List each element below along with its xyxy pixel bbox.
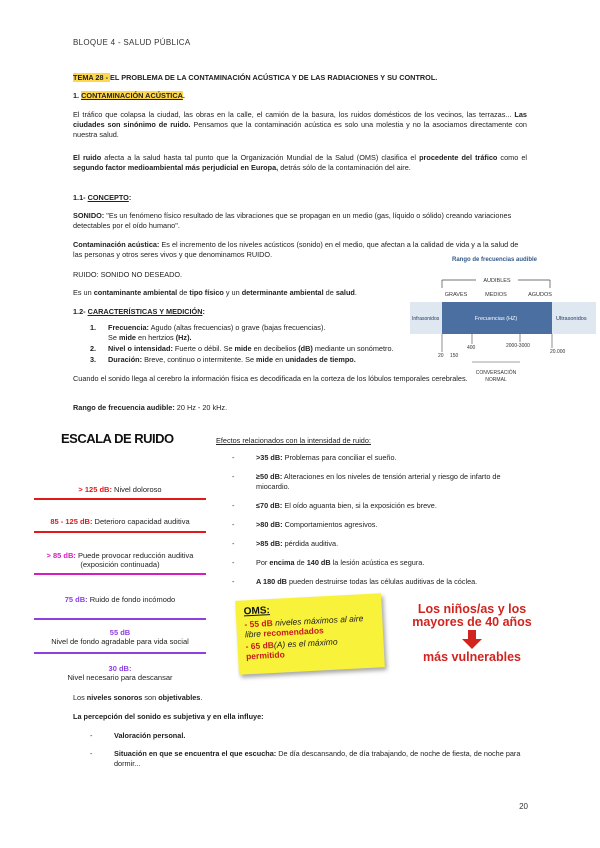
item-text-3: mediante un sonómetro. [312, 344, 394, 353]
es-un-b: contaminante ambiental [93, 288, 178, 297]
scale-line-85 [34, 573, 206, 575]
section-1-title: CONTAMINACIÓN ACÚSTICA [81, 91, 183, 100]
efecto-db: ≤70 dB: [256, 501, 283, 510]
graves-label: GRAVES [444, 292, 468, 298]
oms-title: OMS: [243, 605, 271, 618]
audibles-label: AUDIBLES [483, 278, 511, 284]
scale-item-125 [34, 485, 206, 494]
tema-label: TEMA 28 - [73, 73, 111, 82]
scale-text: Nivel de fondo agradable para vida social [51, 637, 189, 646]
item-mide: mide [234, 344, 252, 353]
item-text: Fuerte o débil. Se [172, 344, 235, 353]
es-un-i: . [354, 288, 357, 297]
list-item [90, 323, 410, 343]
scale-item-85-125 [34, 517, 206, 526]
list-item [232, 539, 528, 549]
contaminante-line [73, 288, 357, 298]
es-un-f: determinante ambiental [241, 288, 324, 297]
section-1-1-heading [73, 193, 131, 203]
agudos-label: AGUDOS [528, 292, 552, 298]
list-item [90, 749, 528, 769]
oms-l1b: niveles máximos al aire libre [244, 613, 364, 639]
rango-label: Rango de frecuencia audible: [73, 403, 175, 412]
efecto-text: pueden destruirse todas las células auditivas de la cóclea. [286, 577, 478, 586]
percepcion-line: La percepción del sonido es subjetiva y en ella influye: [73, 712, 264, 721]
scale-db: 30 dB: [108, 664, 132, 673]
influye-text: De día descansando, de día trabajando, de noche de fiesta, de noche para dormir... [114, 749, 521, 768]
scale-text: Nivel necesario para descansar [67, 673, 173, 682]
list-item [90, 344, 410, 354]
efecto-db-2: 140 dB [306, 558, 331, 567]
list-item [232, 520, 528, 530]
rango-audible [73, 403, 227, 413]
scale-db: > 125 dB: [78, 485, 112, 494]
scale-db: 55 dB [109, 628, 131, 637]
conversacion-label-1: CONVERSACIÓN [475, 370, 517, 376]
section-1-1-colon: : [128, 193, 132, 202]
item-num: 1. [90, 323, 97, 332]
item-num: 3. [90, 355, 97, 364]
sonido-definition [73, 211, 527, 231]
section-1-num: 1. [73, 91, 82, 100]
sonido-label: SONIDO: [73, 211, 105, 220]
page-number: 20 [519, 802, 528, 811]
es-un-a: Es un [73, 288, 94, 297]
p1-a: El tráfico que colapsa la ciudad, las obras en la calle, el camión de la basura, los ruidos domésticos de los vecinos, las terrazas... [73, 110, 515, 119]
influye-bold: Valoración personal. [114, 731, 186, 740]
item-text-2b: mide [118, 333, 136, 342]
frecuencias-label: Frecuencias (HZ) [474, 316, 518, 322]
efecto-text: Problemas para conciliar el sueño. [282, 453, 397, 462]
niveles-e: . [200, 693, 203, 702]
section-1-1-title: CONCEPTO [87, 193, 129, 202]
ultrasonidos-label: Ultrasonidos [556, 316, 587, 322]
scale-db: > 85 dB: [46, 551, 76, 560]
ninos-line-1: Los niños/as y los [417, 602, 527, 616]
es-un-d: tipo físico [189, 288, 224, 297]
efecto-mid: de [294, 558, 307, 567]
efecto-db: A 180 dB [256, 577, 287, 586]
influye-list [90, 731, 528, 778]
efecto-db: >80 dB: [256, 520, 283, 529]
tick-label-2000: 2000-3000 [506, 343, 530, 349]
tema-text: EL PROBLEMA DE LA CONTAMINACIÓN ACÚSTICA Y DE LAS RADIACIONES Y SU CONTROL. [110, 73, 438, 82]
item-label: Nivel o intensidad: [108, 344, 173, 353]
tick-label-20: 20 [438, 353, 444, 359]
p2-b: afecta a la salud hasta tal punto que la Organización Mundial de la Salud (OMS) clasifica el [101, 153, 420, 162]
es-un-h: salud [335, 288, 355, 297]
p2-a: El ruido [73, 153, 102, 162]
item-text-2a: Se [108, 333, 119, 342]
section-1-2-colon: : [202, 307, 205, 316]
efectos-title: Efectos relacionados con la intensidad de ruido: [216, 436, 371, 445]
item-num: 2. [90, 344, 97, 353]
scale-db: 85 - 125 dB: [50, 517, 93, 526]
scale-line-85-125 [34, 531, 206, 533]
escala-title: ESCALA DE RUIDO [61, 431, 174, 446]
contam-label: Contaminación acústica: [73, 240, 160, 249]
ninos-line-2: mayores de 40 años [412, 615, 532, 629]
p2-e: segundo factor medioambiental más perjudicial en Europa, [73, 163, 279, 173]
efecto-text: Comportamientos agresivos. [282, 520, 378, 529]
contam-text: Es el incremento de los niveles acústicos (sonido) en el medio, que afectan a la calidad de vida y a la salud de las personas y otros seres vivos y que denominamos RUIDO. [73, 240, 519, 260]
scale-item-75 [34, 595, 206, 604]
p2-c: procedente del tráfico [419, 153, 498, 162]
oms-l2a: - 65 dB [245, 639, 275, 652]
scale-text: Nivel doloroso [111, 485, 162, 494]
item-label: Duración: [108, 355, 143, 364]
sonido-text: "Es un fenómeno físico resultado de las vibraciones que se propagan en un medio (gas, líquido o sólido) creando variaciones detectables por el oído humano". [73, 211, 512, 231]
list-item [232, 501, 528, 511]
ninos-callout [394, 603, 550, 629]
oms-l1a: - 55 dB [244, 617, 273, 630]
scale-text: Ruido de fondo incómodo [87, 595, 176, 604]
paragraph-ciudades [73, 110, 527, 141]
item-text: Agudo (altas frecuencias) o grave (bajas frecuencias). [148, 323, 326, 332]
tick-label-150: 150 [450, 353, 459, 359]
item-text: Breve, continuo o intermitente. Se [142, 355, 257, 364]
efecto-db: encima [269, 558, 295, 567]
section-1-2-title: CARACTERÍSTICAS Y MEDICIÓN [87, 307, 203, 316]
ninos-line-3: más vulnerables [423, 650, 521, 664]
tick-label-20000: 20.000 [550, 349, 566, 355]
oms-l2b: (A) es el máximo [273, 636, 338, 650]
efecto-db: >85 dB: [256, 539, 283, 548]
list-item [232, 472, 528, 492]
tema-title [73, 73, 533, 83]
efecto-db: >35 dB: [256, 453, 283, 462]
item-unit: (dB) [298, 344, 313, 353]
niveles-a: Los [73, 693, 87, 702]
section-1-1-num: 1.1- [73, 193, 88, 202]
medios-label: MEDIOS [485, 292, 507, 298]
efecto-text: la lesión acústica es segura. [330, 558, 425, 567]
scale-db: 75 dB: [64, 595, 88, 604]
arrow-down-icon [460, 630, 484, 650]
scale-item-55 [34, 628, 206, 646]
p1-c: Pensamos que la contaminación acústica es solo una molestia y no la asociamos directamente con nuestra salud. [73, 120, 527, 140]
es-un-c: de [177, 288, 190, 297]
item-unit: unidades de tiempo. [285, 355, 356, 364]
efecto-db: ≥50 dB: [256, 472, 283, 481]
caracteristicas-list [90, 323, 410, 366]
scale-line-55 [34, 652, 206, 654]
item-text-2c: en hertzios [135, 333, 176, 342]
conversacion-label-2: NORMAL [485, 377, 507, 383]
scale-item-30 [34, 664, 206, 682]
page-header: BLOQUE 4 - SALUD PÚBLICA [73, 38, 191, 47]
oms-l1c: recomendados [263, 624, 324, 638]
list-item [232, 453, 528, 463]
section-1-2-num: 1.2- [73, 307, 88, 316]
efecto-text: Alteraciones en los niveles de tensión arterial y riesgo de infarto de miocardio. [256, 472, 501, 491]
niveles-line [73, 693, 202, 703]
efecto-text: pérdida auditiva. [282, 539, 339, 548]
p1-b: Las ciudades son sinónimo de ruido. [73, 110, 527, 130]
frequency-range-diagram [410, 250, 596, 390]
influye-bold: Situación en que se encuentra el que escucha: [114, 749, 277, 758]
section-1-dot: . [182, 91, 185, 100]
ruido-definition: RUIDO: SONIDO NO DESEADO. [73, 270, 183, 279]
oms-l2c: permitido [245, 648, 286, 661]
item-text-2d: (Hz). [175, 333, 192, 342]
list-item [232, 577, 528, 587]
list-item [90, 731, 528, 741]
list-item [90, 355, 410, 365]
scale-line-75 [34, 618, 206, 620]
tick-label-400: 400 [467, 345, 476, 351]
oms-line-2 [245, 636, 376, 662]
section-1-2-heading [73, 307, 205, 317]
item-label: Frecuencia: [108, 323, 149, 332]
oms-line-1 [244, 614, 375, 640]
section-1-heading [73, 91, 185, 101]
efecto-pre: Por [256, 558, 270, 567]
list-item [232, 558, 528, 568]
p2-d: como el [497, 153, 528, 162]
scale-text: Deterioro capacidad auditiva [92, 517, 190, 526]
scale-item-85 [34, 551, 206, 569]
niveles-c: son [142, 693, 159, 702]
es-un-g: de [323, 288, 336, 297]
efecto-text: El oído aguanta bien, si la exposición es breve. [282, 501, 437, 510]
paragraph-cerebro: Cuando el sonido llega al cerebro la información física es decodificada en la corteza de los lóbulos temporales cerebrales. [73, 374, 468, 383]
item-text-2: en [273, 355, 286, 364]
efectos-list [232, 453, 528, 596]
diagram-title: Rango de frecuencias audible [452, 257, 538, 263]
p2-f: detrás sólo de la contaminación del aire. [278, 163, 411, 173]
infrasonidos-label: Infrasonidos [412, 316, 440, 322]
es-un-e: y un [223, 288, 242, 297]
item-mide: mide [256, 355, 274, 364]
rango-text: 20 Hz - 20 kHz. [174, 403, 228, 412]
oms-sticky-note [235, 593, 385, 675]
scale-line-125 [34, 498, 206, 500]
niveles-d: objetivables [158, 693, 201, 702]
niveles-b: niveles sonoros [86, 693, 143, 702]
item-text-2: en decibelios [251, 344, 299, 353]
scale-text: Puede provocar reducción auditiva (exposición continuada) [75, 551, 194, 569]
paragraph-ruido-oms [73, 153, 527, 173]
